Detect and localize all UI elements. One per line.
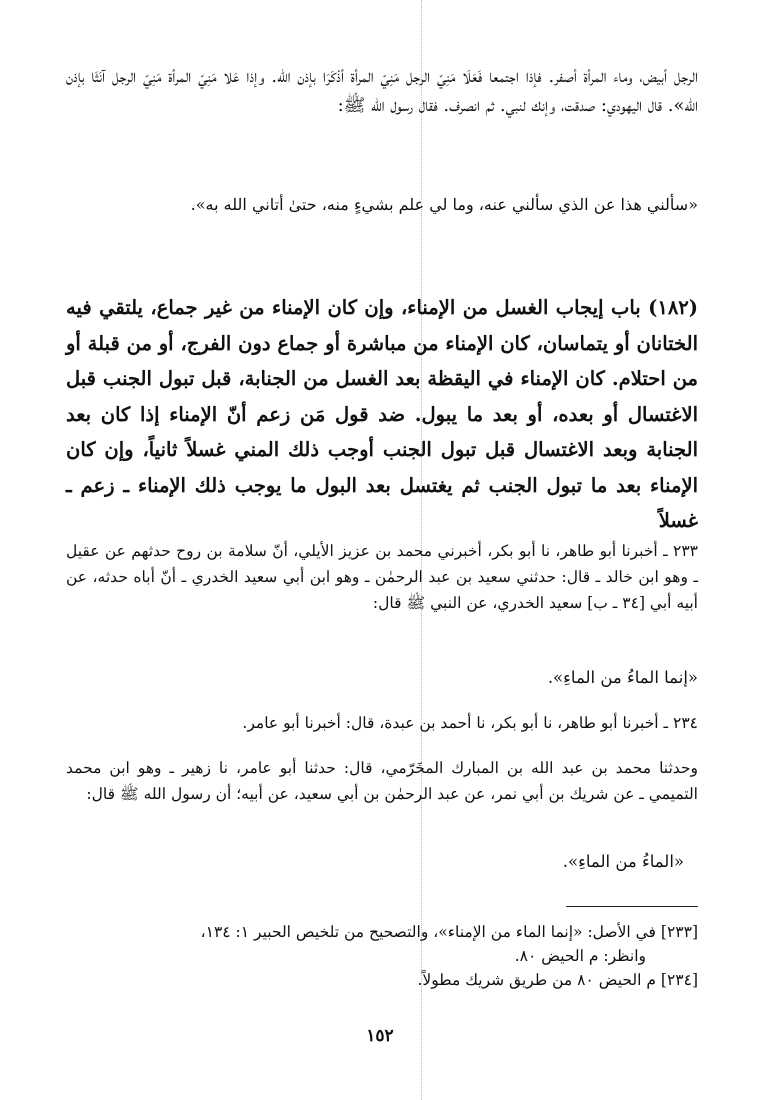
footnote-separator	[566, 906, 698, 907]
footnotes	[66, 920, 698, 992]
footnote-233: [٢٣٣] في الأصل: «إنما الماء من الإمناء»، والتصحيح من تلخيص الحبير ١: ١٣٤،	[200, 923, 698, 941]
footnote-233-continued: وانظر: م الحيض ٨٠.	[514, 947, 646, 965]
footnote-234: [٢٣٤] م الحيض ٨٠ من طريق شريك مطولاً.	[417, 971, 698, 989]
hadith-233-text: «إنما الماءُ من الماءِ».	[547, 668, 698, 687]
prophet-quote-paragraph: «سألني هذا عن الذي سألني عنه، وما لي علم بشيءٍ منه، حتىٰ أتاني الله به».	[190, 195, 698, 214]
hadith-234-chain-second: وحدثنا محمد بن عبد الله بن المبارك المخَرّمي، قال: حدثنا أبو عامر، نا زهير ـ وهو ابن محمد التميمي ـ عن شريك بن أبي نمر، عن عبد الرحمٰن بن أبي سعيد، عن أبيه؛ أن رسول الله ﷺ قال:	[66, 759, 698, 803]
text-paragraph-continued: الرجل أبيض، وماء المرأة أصفر. فإذا اجتمعا فَعَلَا مَنِيّ الرجل مَنِيّ المرأة أذْكَرَا بإذن الله. وإذا عَلا مَنِيّ المرأة مَنِيّ الرجل آنَثَا بإذن الله». قال اليهودي: صدقت، وإنك لنبي. ثم انصرف. فقال رسول الله ﷺ:	[66, 66, 698, 116]
hadith-234-chain-first: ٢٣٤ ـ أخبرنا أبو طاهر، نا أبو بكر، نا أحمد بن عبدة، قال: أخبرنا أبو عامر.	[242, 714, 698, 732]
page-number: ١٥٢	[366, 1026, 394, 1046]
hadith-233-chain: ٢٣٣ ـ أخبرنا أبو طاهر، نا أبو بكر، أخبرني محمد بن عزيز الأيلي، أنّ سلامة بن روح حدثهم عن عقيل ـ وهو ابن خالد ـ قال: حدثني سعيد بن عبد الرحمٰن ـ وهو ابن أبي سعيد الخدري ـ أنّ أباه حدثه، عن أبيه أبي [٣٤ ـ ب] سعيد الخدري، عن النبي ﷺ قال:	[66, 542, 698, 612]
chapter-heading: (١٨٢) باب إيجاب الغسل من الإمناء، وإن كان الإمناء من غير جماع، يلتقي فيه الختانان أو يتماسان، كان الإمناء من مباشرة أو جماع دون الفرج، أو من قبلة أو من احتلام. كان الإمناء في اليقظة بعد الغسل من الجنابة، قبل تبول الجنب قبل الاغتسال أو بعده، أو بعد ما يبول. ضد قول مَن زعم أنّ الإمناء إذا كان بعد الجنابة وبعد الاغتسال قبل تبول الجنب أوجب ذلك المني غسلاً ثانياً، وإن كان الإمناء بعد ما تبول الجنب ثم يغتسل بعد البول ما يوجب ذلك الإمناء ـ زعم ـ غسلاً	[66, 296, 698, 532]
hadith-234-text: «الماءُ من الماءِ».	[562, 852, 684, 871]
